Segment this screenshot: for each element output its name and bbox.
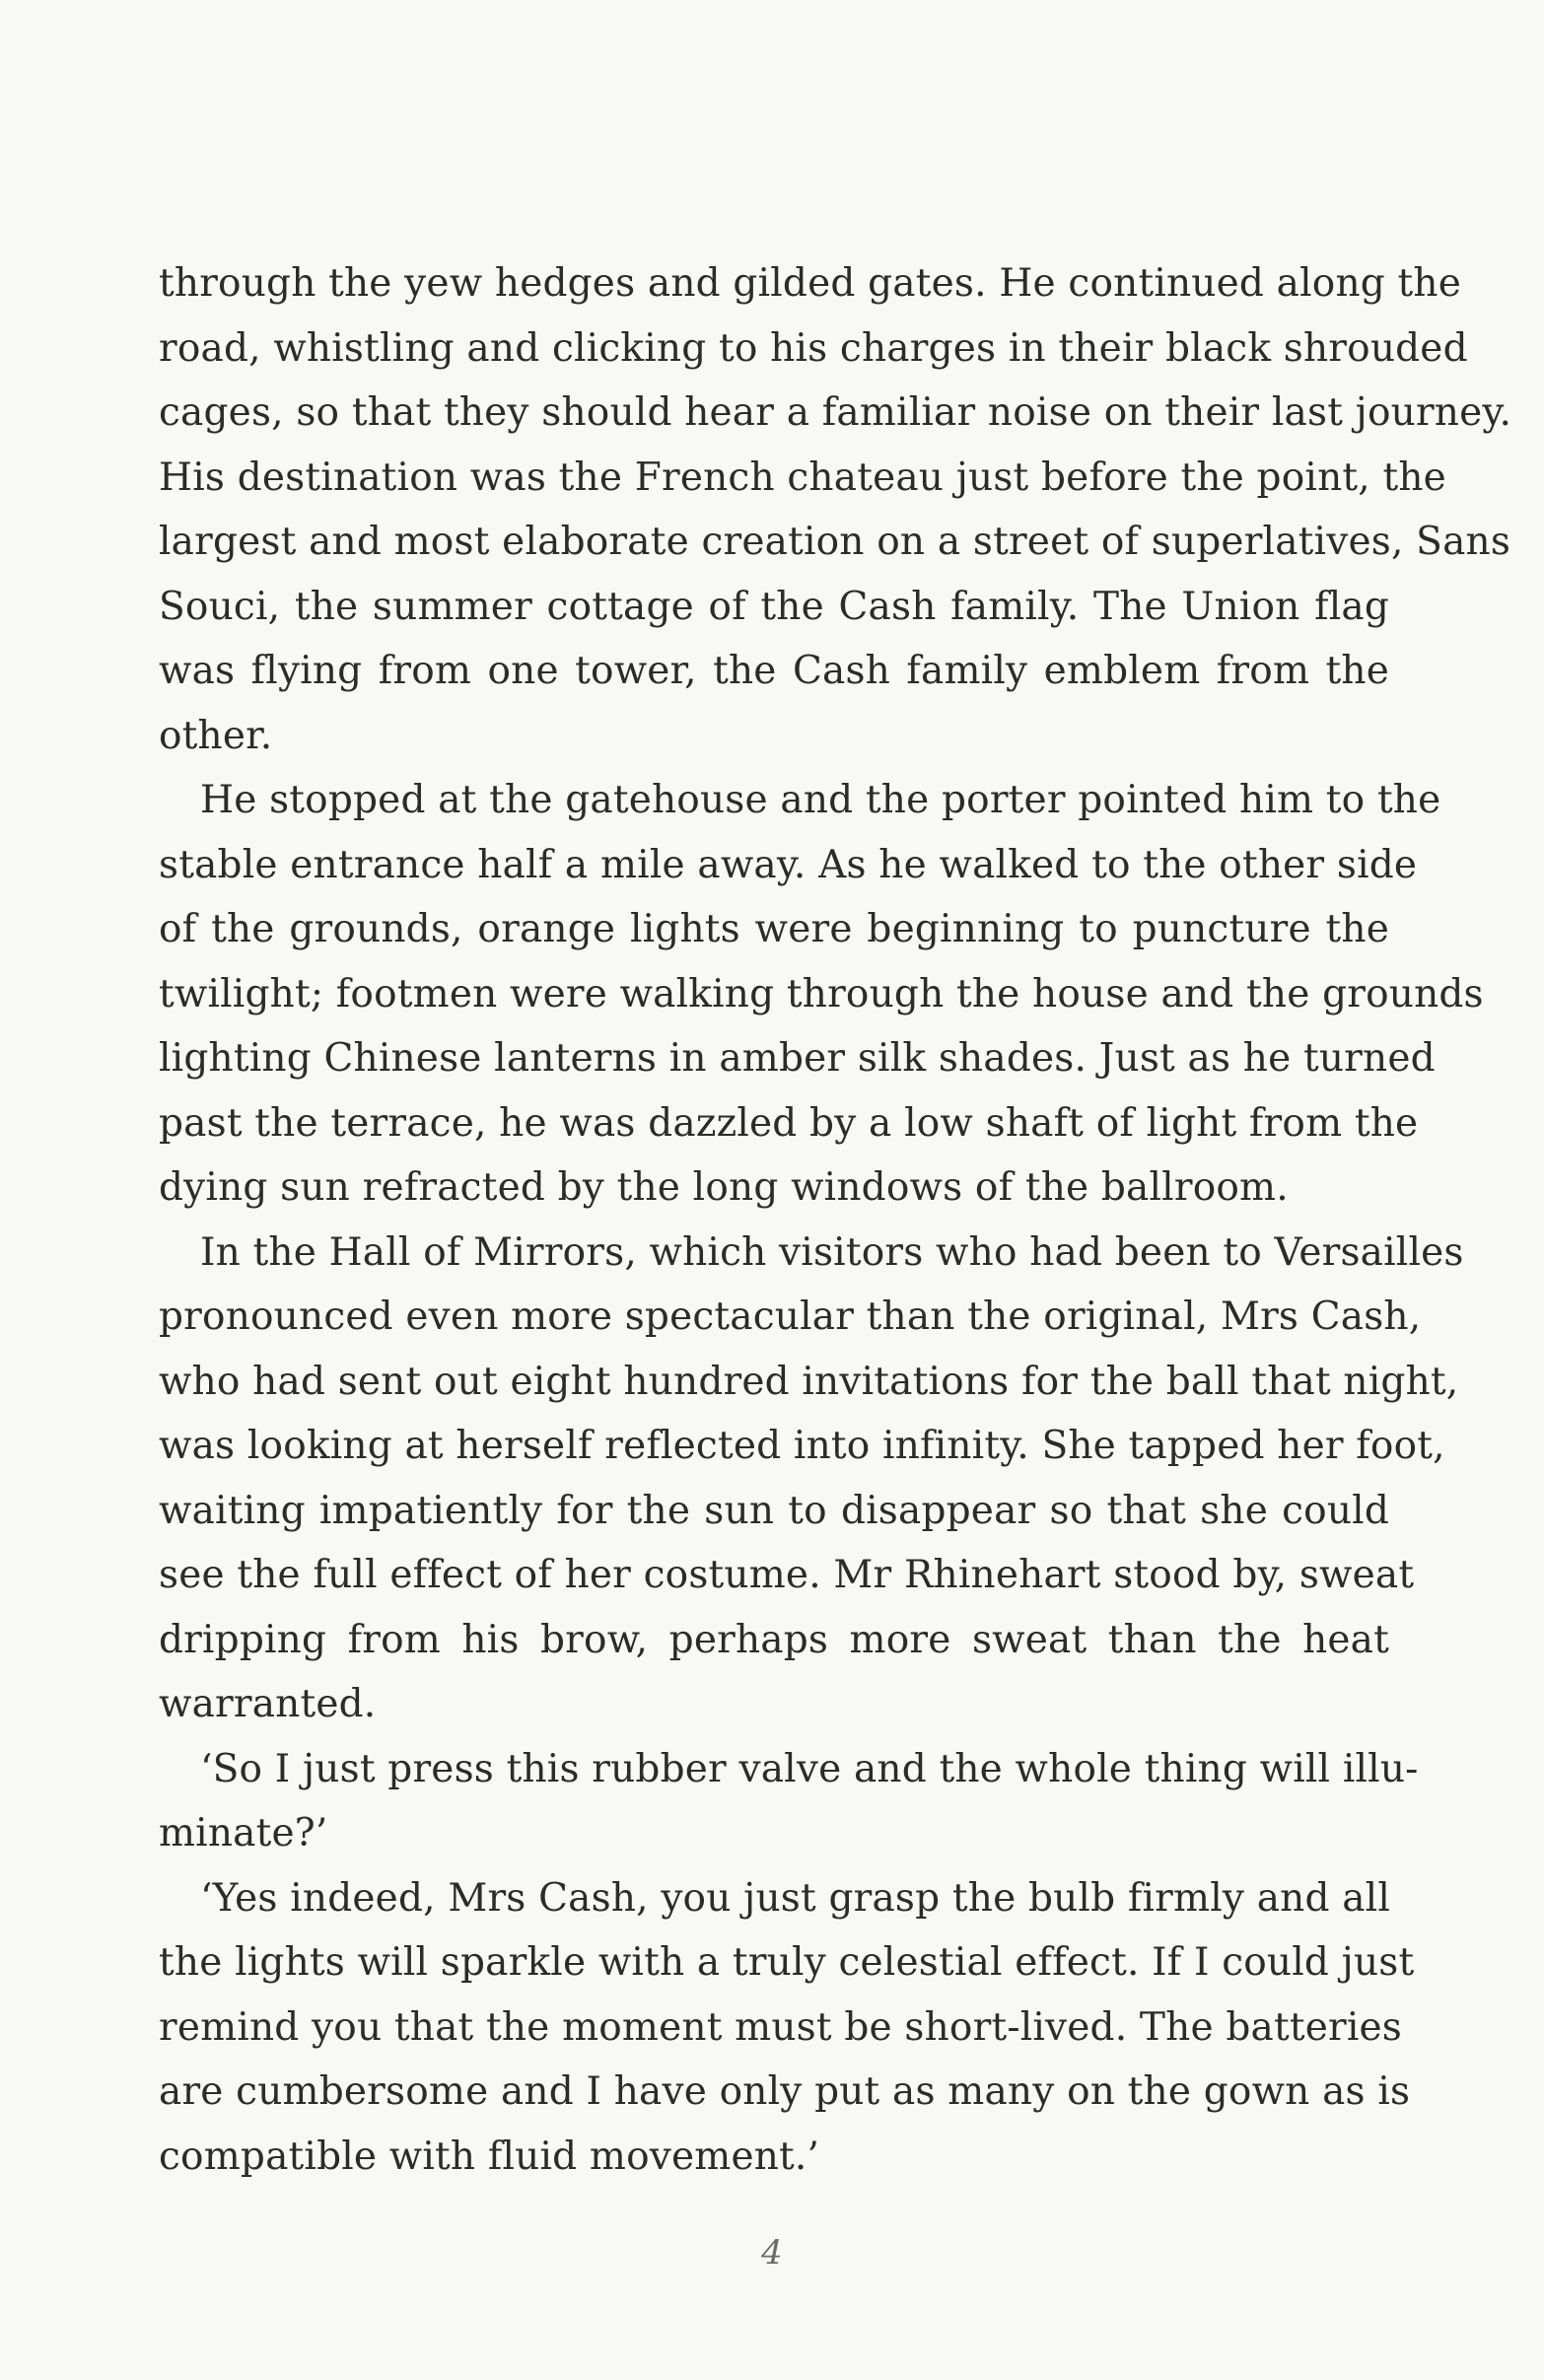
text-line: remind you that the moment must be short-lived. The batteries	[159, 2004, 1402, 2050]
text-line: His destination was the French chateau just before the point, the	[159, 455, 1446, 500]
text-line: pronounced even more spectacular than the original, Mrs Cash,	[159, 1295, 1422, 1339]
text-line: In the Hall of Mirrors, which visitors who had been to Versailles	[200, 1229, 1464, 1275]
text-line: past the terrace, he was dazzled by a low shaft of light from the	[159, 1100, 1419, 1146]
text-line: lighting Chinese lanterns in amber silk shades. Just as he turned	[159, 1036, 1436, 1081]
text-line: stable entrance half a mile away. As he walked to the other side	[159, 842, 1418, 887]
text-line: of the grounds, orange lights were beginning to puncture the	[159, 907, 1389, 951]
text-line: warranted.	[159, 1682, 377, 1726]
text-line: Souci, the summer cottage of the Cash family. The Union flag	[159, 584, 1389, 629]
text-line: largest and most elaborate creation on a street of superlatives, Sans	[159, 520, 1511, 564]
text-line: ‘So I just press this rubber valve and the whole thing will illu-	[200, 1746, 1419, 1791]
text-line: dying sun refracted by the long windows of the ballroom.	[159, 1165, 1289, 1210]
text-line: waiting impatiently for the sun to disappear so that she could	[159, 1488, 1389, 1533]
text-line: was flying from one tower, the Cash family emblem from the	[159, 649, 1389, 693]
text-line: was looking at herself reflected into infinity. She tapped her foot,	[159, 1424, 1445, 1468]
body-text	[159, 251, 1512, 2189]
text-line: see the full effect of her costume. Mr Rhinehart stood by, sweat	[159, 1553, 1415, 1597]
text-line: cages, so that they should hear a familiar noise on their last journey.	[159, 390, 1512, 435]
text-line: through the yew hedges and gilded gates. He continued along the	[159, 261, 1462, 306]
text-line: twilight; footmen were walking through the house and the grounds	[159, 971, 1484, 1016]
text-line: compatible with fluid movement.’	[159, 2134, 820, 2179]
text-line: dripping from his brow, perhaps more sweat than the heat	[159, 1617, 1389, 1662]
text-line: ‘Yes indeed, Mrs Cash, you just grasp the bulb firmly and all	[200, 1875, 1391, 1921]
text-line: other.	[159, 713, 273, 758]
text-line: minate?’	[159, 1811, 328, 1855]
text-line: who had sent out eight hundred invitations for the ball that night,	[159, 1359, 1459, 1404]
text-line: road, whistling and clicking to his charges in their black shrouded	[159, 325, 1468, 371]
text-line: the lights will sparkle with a truly celestial effect. If I could just	[159, 1940, 1415, 1985]
text-line: are cumbersome and I have only put as many on the gown as is	[159, 2069, 1411, 2114]
text-line: He stopped at the gatehouse and the porter pointed him to the	[200, 778, 1441, 822]
page-number: 4	[761, 2233, 783, 2273]
